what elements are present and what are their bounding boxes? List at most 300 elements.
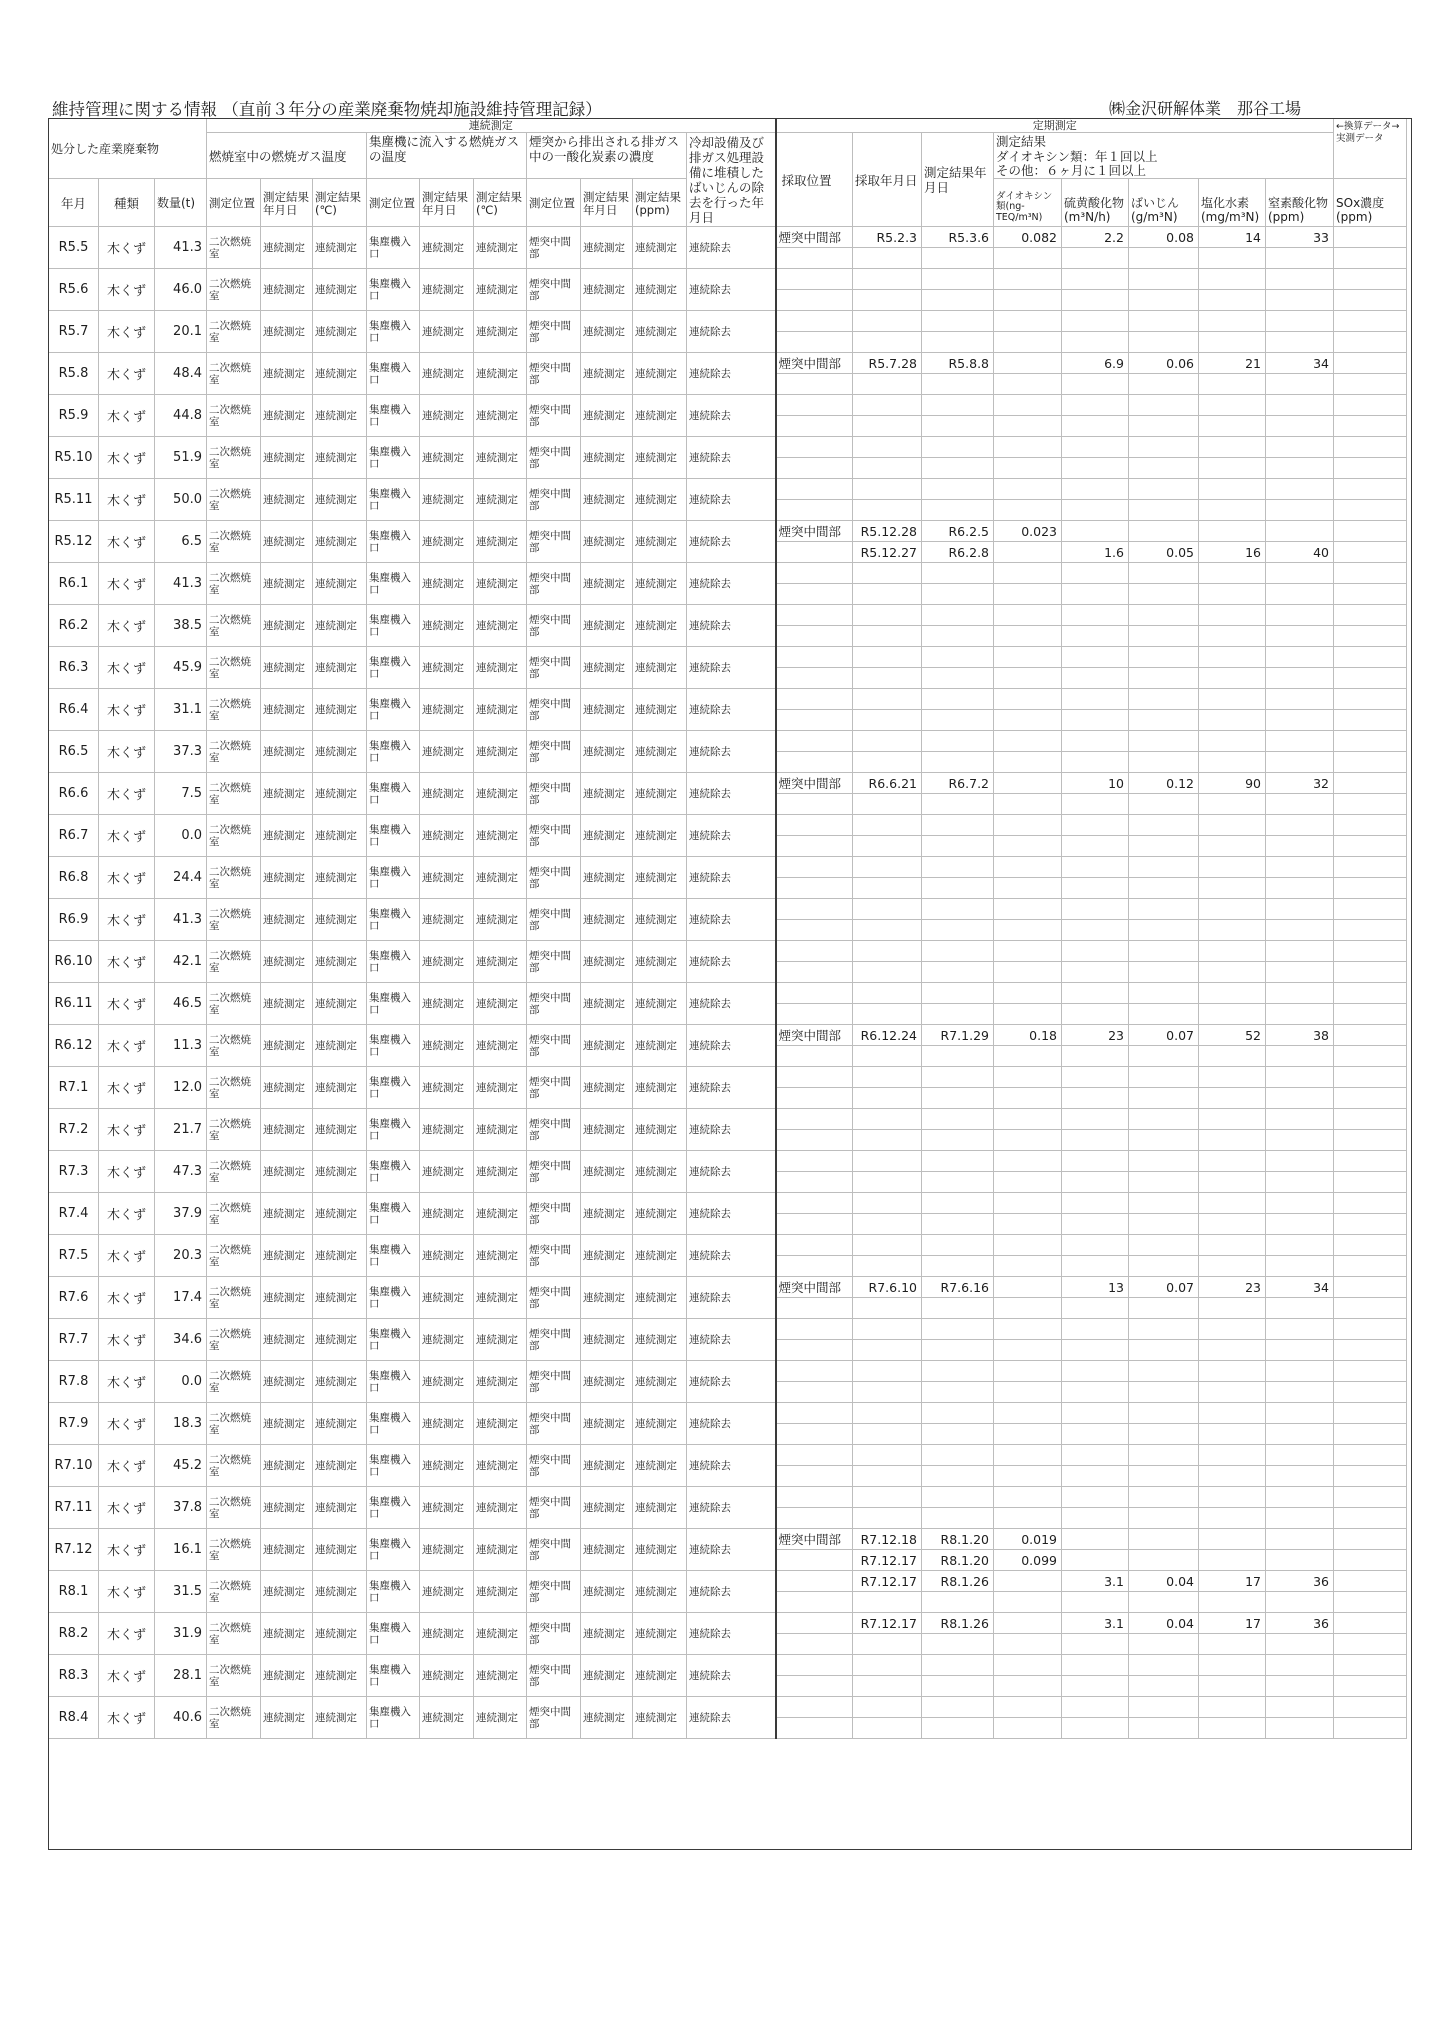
dioxin-cell [994, 1466, 1062, 1487]
measurement-date-cell [922, 605, 994, 626]
measurement-date-cell [922, 941, 994, 962]
sox-concentration-cell [1334, 1109, 1407, 1130]
sulfur-oxide-cell [1062, 1718, 1129, 1739]
measurement-date-cell [922, 332, 994, 353]
table-row [49, 815, 1407, 836]
sample-position-cell [776, 1487, 853, 1508]
sox-concentration-cell [1334, 1592, 1407, 1613]
soot-dust-cell [1129, 290, 1199, 311]
type-cell: 木くず [99, 1151, 155, 1193]
sample-date-cell [853, 1067, 922, 1088]
nitrogen-oxide-cell [1266, 1319, 1334, 1340]
measurement-date-cell [922, 1109, 994, 1130]
sample-position-cell [776, 920, 853, 941]
sample-position-cell [776, 731, 853, 752]
sample-position-cell [776, 836, 853, 857]
gas-date-cell: 連続測定 [261, 1697, 313, 1739]
table-row [49, 1445, 1407, 1466]
gas-position-cell: 二次燃焼室 [207, 647, 261, 689]
table-row [49, 1403, 1407, 1424]
amount-header: 数量(t) [155, 179, 207, 227]
measurement-date-cell [922, 626, 994, 647]
dust-position-cell: 集塵機入口 [367, 1025, 420, 1067]
month-cell: R7.2 [49, 1109, 99, 1151]
month-cell: R6.3 [49, 647, 99, 689]
dioxin-cell [994, 983, 1062, 1004]
nitrogen-oxide-cell [1266, 626, 1334, 647]
dust-position-cell: 集塵機入口 [367, 1445, 420, 1487]
hydrogen-chloride-cell [1199, 647, 1266, 668]
sample-position-cell [776, 290, 853, 311]
dust-date-cell: 連続測定 [420, 983, 474, 1025]
hydrogen-chloride-cell [1199, 752, 1266, 773]
co-date-cell: 連続測定 [581, 1109, 633, 1151]
gas-date-cell: 連続測定 [261, 1109, 313, 1151]
dioxin-cell: 0.099 [994, 1550, 1062, 1571]
sox-concentration-cell [1334, 542, 1407, 563]
amount-cell: 51.9 [155, 437, 207, 479]
co-date-cell: 連続測定 [581, 941, 633, 983]
sample-position-cell [776, 1445, 853, 1466]
soot-dust-cell [1129, 248, 1199, 269]
sox-concentration-cell [1334, 1067, 1407, 1088]
sulfur-oxide-cell [1062, 1529, 1129, 1550]
dust-result-cell: 連続測定 [474, 1403, 527, 1445]
sample-date-cell [853, 1634, 922, 1655]
nitrogen-oxide-cell [1266, 1676, 1334, 1697]
measurement-date-cell [922, 647, 994, 668]
sample-position-cell [776, 1319, 853, 1340]
co-date-cell: 連続測定 [581, 311, 633, 353]
sulfur-oxide-cell: 3.1 [1062, 1571, 1129, 1592]
sample-date-cell [853, 332, 922, 353]
sample-date-cell [853, 668, 922, 689]
gas-position-cell: 二次燃焼室 [207, 1529, 261, 1571]
dust-result-cell: 連続測定 [474, 605, 527, 647]
sample-position-cell [776, 458, 853, 479]
gas-date-cell: 連続測定 [261, 1529, 313, 1571]
co-result-cell: 連続測定 [633, 689, 687, 731]
sample-date-cell [853, 1592, 922, 1613]
dust-date-cell: 連続測定 [420, 1235, 474, 1277]
gas-result-cell: 連続測定 [313, 941, 367, 983]
co-date-cell: 連続測定 [581, 1193, 633, 1235]
cooling-cell: 連続除去 [687, 983, 776, 1025]
gas-result-cell: 連続測定 [313, 731, 367, 773]
measurement-date-cell [922, 1130, 994, 1151]
sulfur-oxide-cell [1062, 500, 1129, 521]
dust-result-cell: 連続測定 [474, 1193, 527, 1235]
sulfur-oxide-cell [1062, 731, 1129, 752]
co-position-cell: 煙突中間部 [527, 1655, 581, 1697]
gas-date-cell: 連続測定 [261, 1613, 313, 1655]
dust-date-cell: 連続測定 [420, 1445, 474, 1487]
month-cell: R6.6 [49, 773, 99, 815]
co-date-cell: 連続測定 [581, 731, 633, 773]
type-cell: 木くず [99, 1025, 155, 1067]
sample-position-cell: 煙突中間部 [776, 1025, 853, 1046]
table-row [49, 353, 1407, 374]
table-row [49, 1277, 1407, 1298]
type-cell: 木くず [99, 1319, 155, 1361]
hydrogen-chloride-cell [1199, 290, 1266, 311]
gas-position-cell: 二次燃焼室 [207, 1193, 261, 1235]
co-result-cell: 連続測定 [633, 1067, 687, 1109]
nitrogen-oxide-cell [1266, 1046, 1334, 1067]
measurement-date-cell [922, 878, 994, 899]
soot-dust-cell [1129, 521, 1199, 542]
co-result-cell: 連続測定 [633, 521, 687, 563]
gas-date-cell: 連続測定 [261, 983, 313, 1025]
sox-concentration-cell [1334, 1214, 1407, 1235]
sulfur-oxide-cell [1062, 1088, 1129, 1109]
co-result-cell: 連続測定 [633, 1319, 687, 1361]
hydrogen-chloride-cell [1199, 374, 1266, 395]
sample-position-cell [776, 710, 853, 731]
nitrogen-oxide-cell [1266, 1340, 1334, 1361]
amount-cell: 28.1 [155, 1655, 207, 1697]
sample-date-cell [853, 1676, 922, 1697]
dust-position-header: 測定位置 [367, 179, 420, 227]
dioxin-cell [994, 1067, 1062, 1088]
cooling-cell: 連続除去 [687, 773, 776, 815]
co-date-cell: 連続測定 [581, 479, 633, 521]
cooling-cell: 連続除去 [687, 731, 776, 773]
sox-concentration-cell [1334, 437, 1407, 458]
sample-position-cell [776, 416, 853, 437]
co-date-cell: 連続測定 [581, 899, 633, 941]
nitrogen-oxide-cell [1266, 1151, 1334, 1172]
gas-date-header: 測定結果年月日 [261, 179, 313, 227]
sample-position-cell [776, 689, 853, 710]
co-result-cell: 連続測定 [633, 1193, 687, 1235]
sample-position-cell [776, 1718, 853, 1739]
dust-date-cell: 連続測定 [420, 1487, 474, 1529]
soot-dust-cell [1129, 962, 1199, 983]
sox-concentration-cell [1334, 878, 1407, 899]
gas-position-cell: 二次燃焼室 [207, 1277, 261, 1319]
hydrogen-chloride-cell [1199, 1298, 1266, 1319]
month-cell: R7.7 [49, 1319, 99, 1361]
measurement-date-cell [922, 584, 994, 605]
sample-position-cell [776, 1235, 853, 1256]
soot-dust-cell [1129, 1382, 1199, 1403]
sulfur-oxide-cell [1062, 1319, 1129, 1340]
measurement-date-cell [922, 1004, 994, 1025]
gas-position-cell: 二次燃焼室 [207, 395, 261, 437]
sample-position-cell [776, 584, 853, 605]
month-cell: R7.3 [49, 1151, 99, 1193]
amount-cell: 37.9 [155, 1193, 207, 1235]
dust-position-cell: 集塵機入口 [367, 983, 420, 1025]
sulfur-oxide-cell [1062, 1424, 1129, 1445]
gas-date-cell: 連続測定 [261, 731, 313, 773]
sox-concentration-cell [1334, 773, 1407, 794]
co-position-cell: 煙突中間部 [527, 605, 581, 647]
dioxin-cell [994, 353, 1062, 374]
type-cell: 木くず [99, 857, 155, 899]
soot-dust-cell [1129, 836, 1199, 857]
co-date-cell: 連続測定 [581, 689, 633, 731]
dust-date-cell: 連続測定 [420, 1067, 474, 1109]
sample-date-cell [853, 1088, 922, 1109]
co-position-cell: 煙突中間部 [527, 353, 581, 395]
gas-date-cell: 連続測定 [261, 1655, 313, 1697]
co-position-cell: 煙突中間部 [527, 437, 581, 479]
gas-date-cell: 連続測定 [261, 773, 313, 815]
nitrogen-oxide-cell [1266, 857, 1334, 878]
nitrogen-oxide-cell: 32 [1266, 773, 1334, 794]
measurement-date-cell: R8.1.26 [922, 1613, 994, 1634]
sample-position-cell [776, 311, 853, 332]
sulfur-oxide-cell [1062, 1109, 1129, 1130]
gas-position-cell: 二次燃焼室 [207, 563, 261, 605]
dioxin-cell [994, 752, 1062, 773]
hydrogen-chloride-cell [1199, 1193, 1266, 1214]
soot-dust-cell [1129, 1172, 1199, 1193]
co-position-cell: 煙突中間部 [527, 899, 581, 941]
amount-cell: 17.4 [155, 1277, 207, 1319]
table-row [49, 773, 1407, 794]
measurement-date-cell [922, 1067, 994, 1088]
sulfur-oxide-cell [1062, 605, 1129, 626]
sox-concentration-cell [1334, 1613, 1407, 1634]
cooling-cell: 連続除去 [687, 1571, 776, 1613]
measurement-date-cell: R6.7.2 [922, 773, 994, 794]
gas-result-cell: 連続測定 [313, 1487, 367, 1529]
dioxin-cell [994, 584, 1062, 605]
sox-concentration-cell [1334, 500, 1407, 521]
measurement-date-cell [922, 836, 994, 857]
measurement-date-cell [922, 1256, 994, 1277]
sample-position-cell [776, 542, 853, 563]
dust-result-cell: 連続測定 [474, 983, 527, 1025]
nitrogen-oxide-cell [1266, 1298, 1334, 1319]
table-row [49, 311, 1407, 332]
measurement-date-cell [922, 1592, 994, 1613]
cooling-cell: 連続除去 [687, 815, 776, 857]
sample-position-cell [776, 1634, 853, 1655]
sample-date-cell [853, 710, 922, 731]
dust-position-cell: 集塵機入口 [367, 311, 420, 353]
type-cell: 木くず [99, 731, 155, 773]
soot-dust-cell [1129, 794, 1199, 815]
soot-dust-cell [1129, 500, 1199, 521]
frequency-note-other: その他：６ヶ月に１回以上 [996, 162, 1147, 178]
measurement-date-cell [922, 731, 994, 752]
dioxin-cell [994, 815, 1062, 836]
gas-position-cell: 二次燃焼室 [207, 479, 261, 521]
hydrogen-chloride-cell [1199, 1004, 1266, 1025]
nitrogen-oxide-cell: 33 [1266, 227, 1334, 248]
cooling-cell: 連続除去 [687, 353, 776, 395]
month-cell: R6.4 [49, 689, 99, 731]
nitrogen-oxide-cell [1266, 752, 1334, 773]
gas-position-cell: 二次燃焼室 [207, 941, 261, 983]
nitrogen-oxide-cell [1266, 437, 1334, 458]
group-header-row [49, 119, 1407, 133]
soot-dust-cell [1129, 458, 1199, 479]
month-cell: R7.6 [49, 1277, 99, 1319]
sample-date-cell [853, 752, 922, 773]
sulfur-oxide-cell [1062, 458, 1129, 479]
month-cell: R5.12 [49, 521, 99, 563]
co-result-cell: 連続測定 [633, 563, 687, 605]
co-result-cell: 連続測定 [633, 647, 687, 689]
sample-position-cell [776, 1130, 853, 1151]
hydrogen-chloride-cell [1199, 1340, 1266, 1361]
soot-dust-cell [1129, 1466, 1199, 1487]
nitrogen-oxide-cell [1266, 605, 1334, 626]
sample-date-cell [853, 626, 922, 647]
nitrogen-oxide-cell [1266, 710, 1334, 731]
hydrogen-chloride-cell: 52 [1199, 1025, 1266, 1046]
amount-cell: 0.0 [155, 1361, 207, 1403]
co-date-cell: 連続測定 [581, 1571, 633, 1613]
gas-date-cell: 連続測定 [261, 395, 313, 437]
co-position-cell: 煙突中間部 [527, 1151, 581, 1193]
nitrogen-oxide-cell [1266, 1634, 1334, 1655]
table-row [49, 857, 1407, 878]
measurement-date-cell [922, 1676, 994, 1697]
measurement-date-cell [922, 479, 994, 500]
hydrogen-chloride-cell [1199, 1382, 1266, 1403]
table-row [49, 1613, 1407, 1634]
gas-position-cell: 二次燃焼室 [207, 689, 261, 731]
frequency-note-title: 測定結果 [996, 134, 1047, 150]
sample-date-cell [853, 1046, 922, 1067]
gas-position-cell: 二次燃焼室 [207, 227, 261, 269]
amount-cell: 42.1 [155, 941, 207, 983]
dust-result-cell: 連続測定 [474, 1571, 527, 1613]
soot-dust-cell: 0.07 [1129, 1277, 1199, 1298]
soot-dust-cell: 0.06 [1129, 353, 1199, 374]
gas-date-cell: 連続測定 [261, 1319, 313, 1361]
cooling-cell: 連続除去 [687, 269, 776, 311]
soot-dust-cell [1129, 1445, 1199, 1466]
gas-date-cell: 連続測定 [261, 1571, 313, 1613]
dioxin-cell [994, 920, 1062, 941]
co-position-cell: 煙突中間部 [527, 689, 581, 731]
co-result-cell: 連続測定 [633, 311, 687, 353]
sample-date-cell [853, 479, 922, 500]
gas-date-cell: 連続測定 [261, 815, 313, 857]
hydrogen-chloride-cell: 23 [1199, 1277, 1266, 1298]
sulfur-oxide-cell [1062, 1382, 1129, 1403]
co-date-header: 測定結果年月日 [581, 179, 633, 227]
hydrogen-chloride-cell [1199, 248, 1266, 269]
sulfur-oxide-cell [1062, 668, 1129, 689]
sample-position-cell [776, 1424, 853, 1445]
nitrogen-oxide-cell [1266, 374, 1334, 395]
amount-cell: 24.4 [155, 857, 207, 899]
co-date-cell: 連続測定 [581, 1487, 633, 1529]
nitrogen-oxide-cell [1266, 1214, 1334, 1235]
cooling-cell: 連続除去 [687, 605, 776, 647]
sample-date-cell [853, 1256, 922, 1277]
sox-concentration-header: SOx濃度(ppm) [1334, 179, 1407, 227]
sample-date-cell [853, 962, 922, 983]
table-row [49, 941, 1407, 962]
month-cell: R5.7 [49, 311, 99, 353]
gas-date-cell: 連続測定 [261, 941, 313, 983]
type-cell: 木くず [99, 941, 155, 983]
measurement-date-cell [922, 1088, 994, 1109]
sample-date-cell [853, 1319, 922, 1340]
gas-result-cell: 連続測定 [313, 857, 367, 899]
hydrogen-chloride-cell [1199, 1487, 1266, 1508]
measurement-date-cell [922, 290, 994, 311]
sample-position-cell [776, 1466, 853, 1487]
nitrogen-oxide-cell [1266, 584, 1334, 605]
dust-result-cell: 連続測定 [474, 479, 527, 521]
sulfur-oxide-cell [1062, 374, 1129, 395]
nitrogen-oxide-cell [1266, 395, 1334, 416]
hydrogen-chloride-cell [1199, 1361, 1266, 1382]
co-date-cell: 連続測定 [581, 1613, 633, 1655]
dust-result-cell: 連続測定 [474, 1151, 527, 1193]
dioxin-cell [994, 1109, 1062, 1130]
sulfur-oxide-cell [1062, 752, 1129, 773]
sox-concentration-cell [1334, 1277, 1407, 1298]
table-row [49, 1319, 1407, 1340]
sample-date-cell [853, 1697, 922, 1718]
measurement-date-cell [922, 689, 994, 710]
hydrogen-chloride-cell [1199, 1655, 1266, 1676]
measurement-date-cell [922, 752, 994, 773]
gas-date-cell: 連続測定 [261, 563, 313, 605]
dust-date-cell: 連続測定 [420, 521, 474, 563]
dioxin-cell [994, 1508, 1062, 1529]
gas-position-cell: 二次燃焼室 [207, 1025, 261, 1067]
dust-position-cell: 集塵機入口 [367, 899, 420, 941]
sox-concentration-cell [1334, 290, 1407, 311]
nitrogen-oxide-cell [1266, 647, 1334, 668]
dust-position-cell: 集塵機入口 [367, 1109, 420, 1151]
measurement-date-cell [922, 1193, 994, 1214]
gas-result-cell: 連続測定 [313, 605, 367, 647]
dioxin-cell [994, 689, 1062, 710]
dioxin-cell [994, 647, 1062, 668]
sulfur-oxide-cell [1062, 1634, 1129, 1655]
nitrogen-oxide-cell [1266, 815, 1334, 836]
measurement-date-cell [922, 1172, 994, 1193]
table-row [49, 1529, 1407, 1550]
sox-concentration-cell [1334, 1130, 1407, 1151]
sox-concentration-cell [1334, 479, 1407, 500]
dust-date-cell: 連続測定 [420, 1277, 474, 1319]
dioxin-cell [994, 500, 1062, 521]
gas-date-cell: 連続測定 [261, 1487, 313, 1529]
hydrogen-chloride-cell [1199, 1088, 1266, 1109]
sample-date-cell: R7.12.17 [853, 1550, 922, 1571]
dust-collector-temp-header: 集塵機に流入する燃焼ガスの温度 [367, 133, 527, 179]
sulfur-oxide-cell [1062, 1256, 1129, 1277]
measurement-date-cell [922, 311, 994, 332]
sulfur-oxide-cell: 3.1 [1062, 1613, 1129, 1634]
gas-position-header: 測定位置 [207, 179, 261, 227]
sample-date-cell [853, 1109, 922, 1130]
co-date-cell: 連続測定 [581, 1655, 633, 1697]
type-cell: 木くず [99, 1109, 155, 1151]
sulfur-oxide-cell [1062, 1697, 1129, 1718]
co-date-cell: 連続測定 [581, 815, 633, 857]
co-position-cell: 煙突中間部 [527, 1571, 581, 1613]
type-cell: 木くず [99, 899, 155, 941]
nitrogen-oxide-cell [1266, 1256, 1334, 1277]
dioxin-cell [994, 332, 1062, 353]
type-cell: 木くず [99, 1655, 155, 1697]
